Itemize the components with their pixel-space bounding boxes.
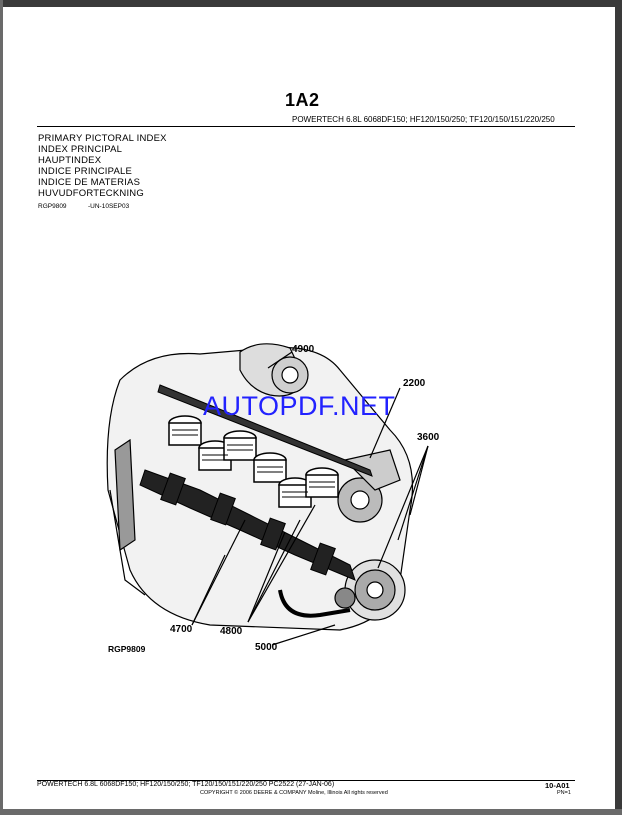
index-title: HUVUDFORTECKNING bbox=[38, 188, 144, 199]
footer-left-text: POWERTECH 6.8L 6068DF150; HF120/150/250; TF120/150/151/220/250 PC2522 (27-JAN-06) bbox=[37, 781, 335, 788]
index-title: PRIMARY PICTORAL INDEX bbox=[38, 133, 167, 144]
page-subtitle: POWERTECH 6.8L 6068DF150; HF120/150/250; TF120/150/151/220/250 bbox=[292, 115, 555, 124]
ref-date: -UN-10SEP03 bbox=[88, 203, 130, 210]
pn-label: PN=1 bbox=[557, 790, 571, 796]
index-title: HAUPTINDEX bbox=[38, 155, 102, 166]
callout-4800: 4800 bbox=[220, 626, 243, 637]
watermark-text: AUTOPDF.NET bbox=[203, 391, 396, 421]
page-number: 10-A01 bbox=[545, 781, 570, 790]
callout-2200: 2200 bbox=[403, 378, 426, 389]
index-title: INDICE PRINCIPALE bbox=[38, 166, 133, 177]
index-title: INDEX PRINCIPAL bbox=[38, 144, 123, 155]
page-title: 1A2 bbox=[285, 90, 320, 110]
callout-4700: 4700 bbox=[170, 624, 193, 635]
ref-code: RGP9809 bbox=[38, 203, 67, 210]
callout-3600: 3600 bbox=[417, 432, 440, 443]
footer-copyright: COPYRIGHT © 2006 DEERE & COMPANY Moline, Illinois All rights reserved bbox=[200, 790, 388, 796]
callout-4900: 4900 bbox=[292, 344, 315, 355]
figure-label: RGP9809 bbox=[108, 644, 146, 654]
callout-5000: 5000 bbox=[255, 642, 278, 653]
index-title: INDICE DE MATERIAS bbox=[38, 177, 141, 188]
